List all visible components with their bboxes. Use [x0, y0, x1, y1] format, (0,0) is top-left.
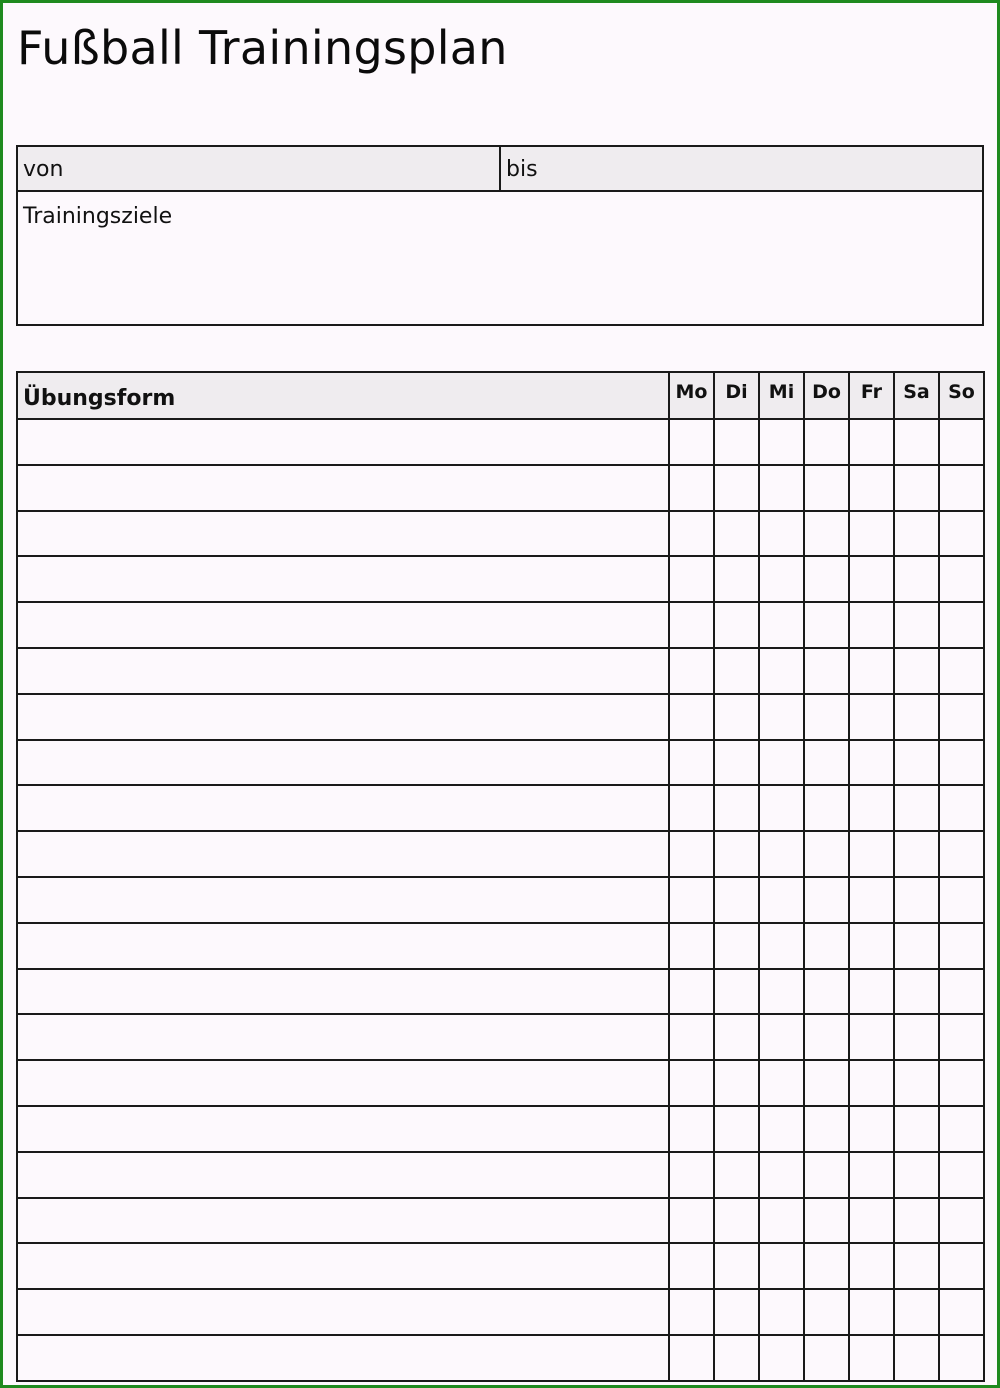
day-cell-mi[interactable] — [759, 1060, 804, 1106]
exercise-form-cell[interactable] — [17, 1198, 669, 1244]
day-cell-so[interactable] — [939, 1243, 984, 1289]
exercise-form-cell[interactable] — [17, 694, 669, 740]
day-cell-mi[interactable] — [759, 740, 804, 786]
day-cell-mi[interactable] — [759, 1198, 804, 1244]
day-cell-mi[interactable] — [759, 969, 804, 1015]
day-header-di: Di — [714, 372, 759, 419]
day-cell-fr[interactable] — [849, 465, 894, 511]
day-cell-mo[interactable] — [669, 648, 714, 694]
table-row — [17, 1243, 984, 1289]
day-cell-di[interactable] — [714, 969, 759, 1015]
day-cell-sa[interactable] — [894, 1106, 939, 1152]
day-cell-do[interactable] — [804, 923, 849, 969]
table-row — [17, 1335, 984, 1381]
day-cell-mi[interactable] — [759, 465, 804, 511]
exercise-form-cell[interactable] — [17, 740, 669, 786]
day-cell-di[interactable] — [714, 602, 759, 648]
day-cell-fr[interactable] — [849, 1198, 894, 1244]
exercise-form-cell[interactable] — [17, 465, 669, 511]
day-cell-di[interactable] — [714, 511, 759, 557]
day-cell-mi[interactable] — [759, 831, 804, 877]
exercise-form-cell[interactable] — [17, 602, 669, 648]
von-label: von — [23, 157, 64, 182]
day-cell-di[interactable] — [714, 1289, 759, 1335]
day-cell-di[interactable] — [714, 1106, 759, 1152]
day-cell-di[interactable] — [714, 831, 759, 877]
day-cell-sa[interactable] — [894, 1014, 939, 1060]
day-cell-di[interactable] — [714, 877, 759, 923]
exercise-form-cell[interactable] — [17, 877, 669, 923]
day-header-fr: Fr — [849, 372, 894, 419]
day-cell-fr[interactable] — [849, 648, 894, 694]
day-cell-so[interactable] — [939, 465, 984, 511]
table-row — [17, 648, 984, 694]
table-row — [17, 1014, 984, 1060]
day-cell-sa[interactable] — [894, 969, 939, 1015]
exercise-form-cell[interactable] — [17, 1060, 669, 1106]
date-range-row — [18, 147, 982, 192]
day-cell-sa[interactable] — [894, 740, 939, 786]
table-row — [17, 602, 984, 648]
day-cell-fr[interactable] — [849, 785, 894, 831]
day-cell-mi[interactable] — [759, 602, 804, 648]
info-box — [16, 145, 984, 326]
table-row — [17, 969, 984, 1015]
day-cell-do[interactable] — [804, 1243, 849, 1289]
day-cell-mo[interactable] — [669, 419, 714, 465]
day-cell-mo[interactable] — [669, 785, 714, 831]
day-cell-mo[interactable] — [669, 740, 714, 786]
day-header-so: So — [939, 372, 984, 419]
day-cell-so[interactable] — [939, 1060, 984, 1106]
day-cell-sa[interactable] — [894, 694, 939, 740]
day-cell-fr[interactable] — [849, 1152, 894, 1198]
day-cell-di[interactable] — [714, 785, 759, 831]
day-cell-mi[interactable] — [759, 1014, 804, 1060]
day-cell-so[interactable] — [939, 785, 984, 831]
day-cell-do[interactable] — [804, 1289, 849, 1335]
day-cell-mo[interactable] — [669, 969, 714, 1015]
table-row — [17, 419, 984, 465]
day-cell-mo[interactable] — [669, 1152, 714, 1198]
day-cell-sa[interactable] — [894, 1152, 939, 1198]
day-cell-fr[interactable] — [849, 1060, 894, 1106]
day-cell-do[interactable] — [804, 556, 849, 602]
day-cell-di[interactable] — [714, 740, 759, 786]
day-cell-sa[interactable] — [894, 877, 939, 923]
day-cell-so[interactable] — [939, 923, 984, 969]
table-row — [17, 877, 984, 923]
day-cell-di[interactable] — [714, 923, 759, 969]
day-cell-so[interactable] — [939, 511, 984, 557]
table-row — [17, 1152, 984, 1198]
day-cell-sa[interactable] — [894, 648, 939, 694]
day-cell-mo[interactable] — [669, 923, 714, 969]
day-cell-mi[interactable] — [759, 923, 804, 969]
day-cell-mo[interactable] — [669, 1198, 714, 1244]
exercise-form-cell[interactable] — [17, 785, 669, 831]
exercise-form-cell[interactable] — [17, 831, 669, 877]
table-row — [17, 511, 984, 557]
day-cell-sa[interactable] — [894, 1335, 939, 1381]
day-cell-so[interactable] — [939, 1014, 984, 1060]
day-cell-sa[interactable] — [894, 556, 939, 602]
table-row — [17, 1198, 984, 1244]
day-cell-fr[interactable] — [849, 1106, 894, 1152]
exercise-form-cell[interactable] — [17, 1152, 669, 1198]
day-cell-so[interactable] — [939, 1198, 984, 1244]
day-cell-do[interactable] — [804, 1014, 849, 1060]
table-row — [17, 1289, 984, 1335]
day-cell-di[interactable] — [714, 1243, 759, 1289]
day-header-do: Do — [804, 372, 849, 419]
exercise-table — [16, 371, 985, 1382]
table-row — [17, 785, 984, 831]
training-goals-label: Trainingsziele — [23, 204, 173, 229]
day-cell-mi[interactable] — [759, 511, 804, 557]
day-cell-mo[interactable] — [669, 1060, 714, 1106]
day-cell-do[interactable] — [804, 877, 849, 923]
day-cell-di[interactable] — [714, 556, 759, 602]
day-cell-so[interactable] — [939, 602, 984, 648]
exercise-form-cell[interactable] — [17, 511, 669, 557]
day-cell-di[interactable] — [714, 648, 759, 694]
day-cell-sa[interactable] — [894, 1198, 939, 1244]
day-cell-do[interactable] — [804, 694, 849, 740]
day-cell-di[interactable] — [714, 1014, 759, 1060]
table-row — [17, 694, 984, 740]
day-cell-fr[interactable] — [849, 1289, 894, 1335]
day-cell-so[interactable] — [939, 694, 984, 740]
day-cell-di[interactable] — [714, 1198, 759, 1244]
day-cell-do[interactable] — [804, 1198, 849, 1244]
day-cell-fr[interactable] — [849, 1243, 894, 1289]
day-cell-do[interactable] — [804, 969, 849, 1015]
day-header-mi: Mi — [759, 372, 804, 419]
day-cell-di[interactable] — [714, 694, 759, 740]
exercise-form-cell[interactable] — [17, 1335, 669, 1381]
day-cell-do[interactable] — [804, 648, 849, 694]
day-cell-mo[interactable] — [669, 1335, 714, 1381]
day-cell-so[interactable] — [939, 1106, 984, 1152]
day-cell-di[interactable] — [714, 465, 759, 511]
day-cell-mo[interactable] — [669, 1243, 714, 1289]
page-title: Fußball Trainingsplan — [17, 21, 508, 75]
day-cell-mo[interactable] — [669, 1106, 714, 1152]
table-row — [17, 556, 984, 602]
exercise-form-cell[interactable] — [17, 1289, 669, 1335]
day-cell-so[interactable] — [939, 877, 984, 923]
table-header-row — [17, 372, 984, 419]
day-header-mo: Mo — [669, 372, 714, 419]
day-cell-so[interactable] — [939, 648, 984, 694]
day-cell-sa[interactable] — [894, 602, 939, 648]
day-cell-mo[interactable] — [669, 877, 714, 923]
table-row — [17, 831, 984, 877]
day-cell-mi[interactable] — [759, 1152, 804, 1198]
day-cell-so[interactable] — [939, 740, 984, 786]
day-cell-fr[interactable] — [849, 556, 894, 602]
table-row — [17, 1060, 984, 1106]
day-cell-mo[interactable] — [669, 831, 714, 877]
day-cell-sa[interactable] — [894, 831, 939, 877]
day-cell-fr[interactable] — [849, 877, 894, 923]
day-cell-sa[interactable] — [894, 785, 939, 831]
exercise-form-cell[interactable] — [17, 1106, 669, 1152]
day-cell-do[interactable] — [804, 785, 849, 831]
day-cell-mo[interactable] — [669, 1289, 714, 1335]
day-cell-do[interactable] — [804, 1060, 849, 1106]
day-cell-di[interactable] — [714, 1152, 759, 1198]
day-cell-fr[interactable] — [849, 1335, 894, 1381]
table-row — [17, 465, 984, 511]
von-field[interactable] — [18, 147, 501, 190]
day-cell-do[interactable] — [804, 465, 849, 511]
day-cell-fr[interactable] — [849, 923, 894, 969]
day-cell-sa[interactable] — [894, 923, 939, 969]
day-cell-do[interactable] — [804, 602, 849, 648]
day-cell-mi[interactable] — [759, 648, 804, 694]
day-cell-sa[interactable] — [894, 1060, 939, 1106]
day-cell-so[interactable] — [939, 1335, 984, 1381]
day-cell-so[interactable] — [939, 831, 984, 877]
exercise-form-cell[interactable] — [17, 1014, 669, 1060]
day-cell-mi[interactable] — [759, 1106, 804, 1152]
day-cell-do[interactable] — [804, 831, 849, 877]
day-cell-sa[interactable] — [894, 511, 939, 557]
day-cell-sa[interactable] — [894, 419, 939, 465]
bis-label: bis — [506, 157, 538, 182]
day-cell-fr[interactable] — [849, 602, 894, 648]
day-cell-mo[interactable] — [669, 511, 714, 557]
day-cell-mo[interactable] — [669, 1014, 714, 1060]
day-cell-fr[interactable] — [849, 740, 894, 786]
day-cell-mi[interactable] — [759, 419, 804, 465]
day-cell-sa[interactable] — [894, 465, 939, 511]
day-cell-mi[interactable] — [759, 1289, 804, 1335]
day-cell-do[interactable] — [804, 1106, 849, 1152]
day-cell-mo[interactable] — [669, 694, 714, 740]
table-row — [17, 740, 984, 786]
day-cell-mo[interactable] — [669, 465, 714, 511]
exercise-table-body — [17, 419, 984, 1381]
exercise-form-cell[interactable] — [17, 923, 669, 969]
exercise-form-header: Übungsform — [17, 372, 669, 419]
day-cell-mi[interactable] — [759, 785, 804, 831]
day-cell-do[interactable] — [804, 419, 849, 465]
day-cell-so[interactable] — [939, 1289, 984, 1335]
table-row — [17, 1106, 984, 1152]
day-cell-mi[interactable] — [759, 877, 804, 923]
day-header-sa: Sa — [894, 372, 939, 419]
day-cell-di[interactable] — [714, 1060, 759, 1106]
day-cell-do[interactable] — [804, 511, 849, 557]
day-cell-mi[interactable] — [759, 694, 804, 740]
day-cell-di[interactable] — [714, 1335, 759, 1381]
table-row — [17, 923, 984, 969]
day-cell-mo[interactable] — [669, 602, 714, 648]
day-cell-sa[interactable] — [894, 1289, 939, 1335]
exercise-form-cell[interactable] — [17, 969, 669, 1015]
day-cell-fr[interactable] — [849, 831, 894, 877]
exercise-form-cell[interactable] — [17, 1243, 669, 1289]
day-cell-so[interactable] — [939, 1152, 984, 1198]
training-goals-field[interactable] — [18, 192, 982, 324]
day-cell-so[interactable] — [939, 419, 984, 465]
day-cell-di[interactable] — [714, 419, 759, 465]
day-cell-sa[interactable] — [894, 1243, 939, 1289]
day-cell-mi[interactable] — [759, 556, 804, 602]
day-cell-mi[interactable] — [759, 1243, 804, 1289]
exercise-form-cell[interactable] — [17, 648, 669, 694]
day-cell-fr[interactable] — [849, 511, 894, 557]
day-cell-fr[interactable] — [849, 969, 894, 1015]
day-cell-fr[interactable] — [849, 419, 894, 465]
day-cell-do[interactable] — [804, 740, 849, 786]
day-cell-fr[interactable] — [849, 694, 894, 740]
day-cell-do[interactable] — [804, 1152, 849, 1198]
exercise-form-cell[interactable] — [17, 419, 669, 465]
day-cell-mi[interactable] — [759, 1335, 804, 1381]
bis-field[interactable] — [501, 147, 982, 190]
day-cell-mo[interactable] — [669, 556, 714, 602]
day-cell-fr[interactable] — [849, 1014, 894, 1060]
day-cell-so[interactable] — [939, 969, 984, 1015]
day-cell-so[interactable] — [939, 556, 984, 602]
exercise-form-cell[interactable] — [17, 556, 669, 602]
day-cell-do[interactable] — [804, 1335, 849, 1381]
